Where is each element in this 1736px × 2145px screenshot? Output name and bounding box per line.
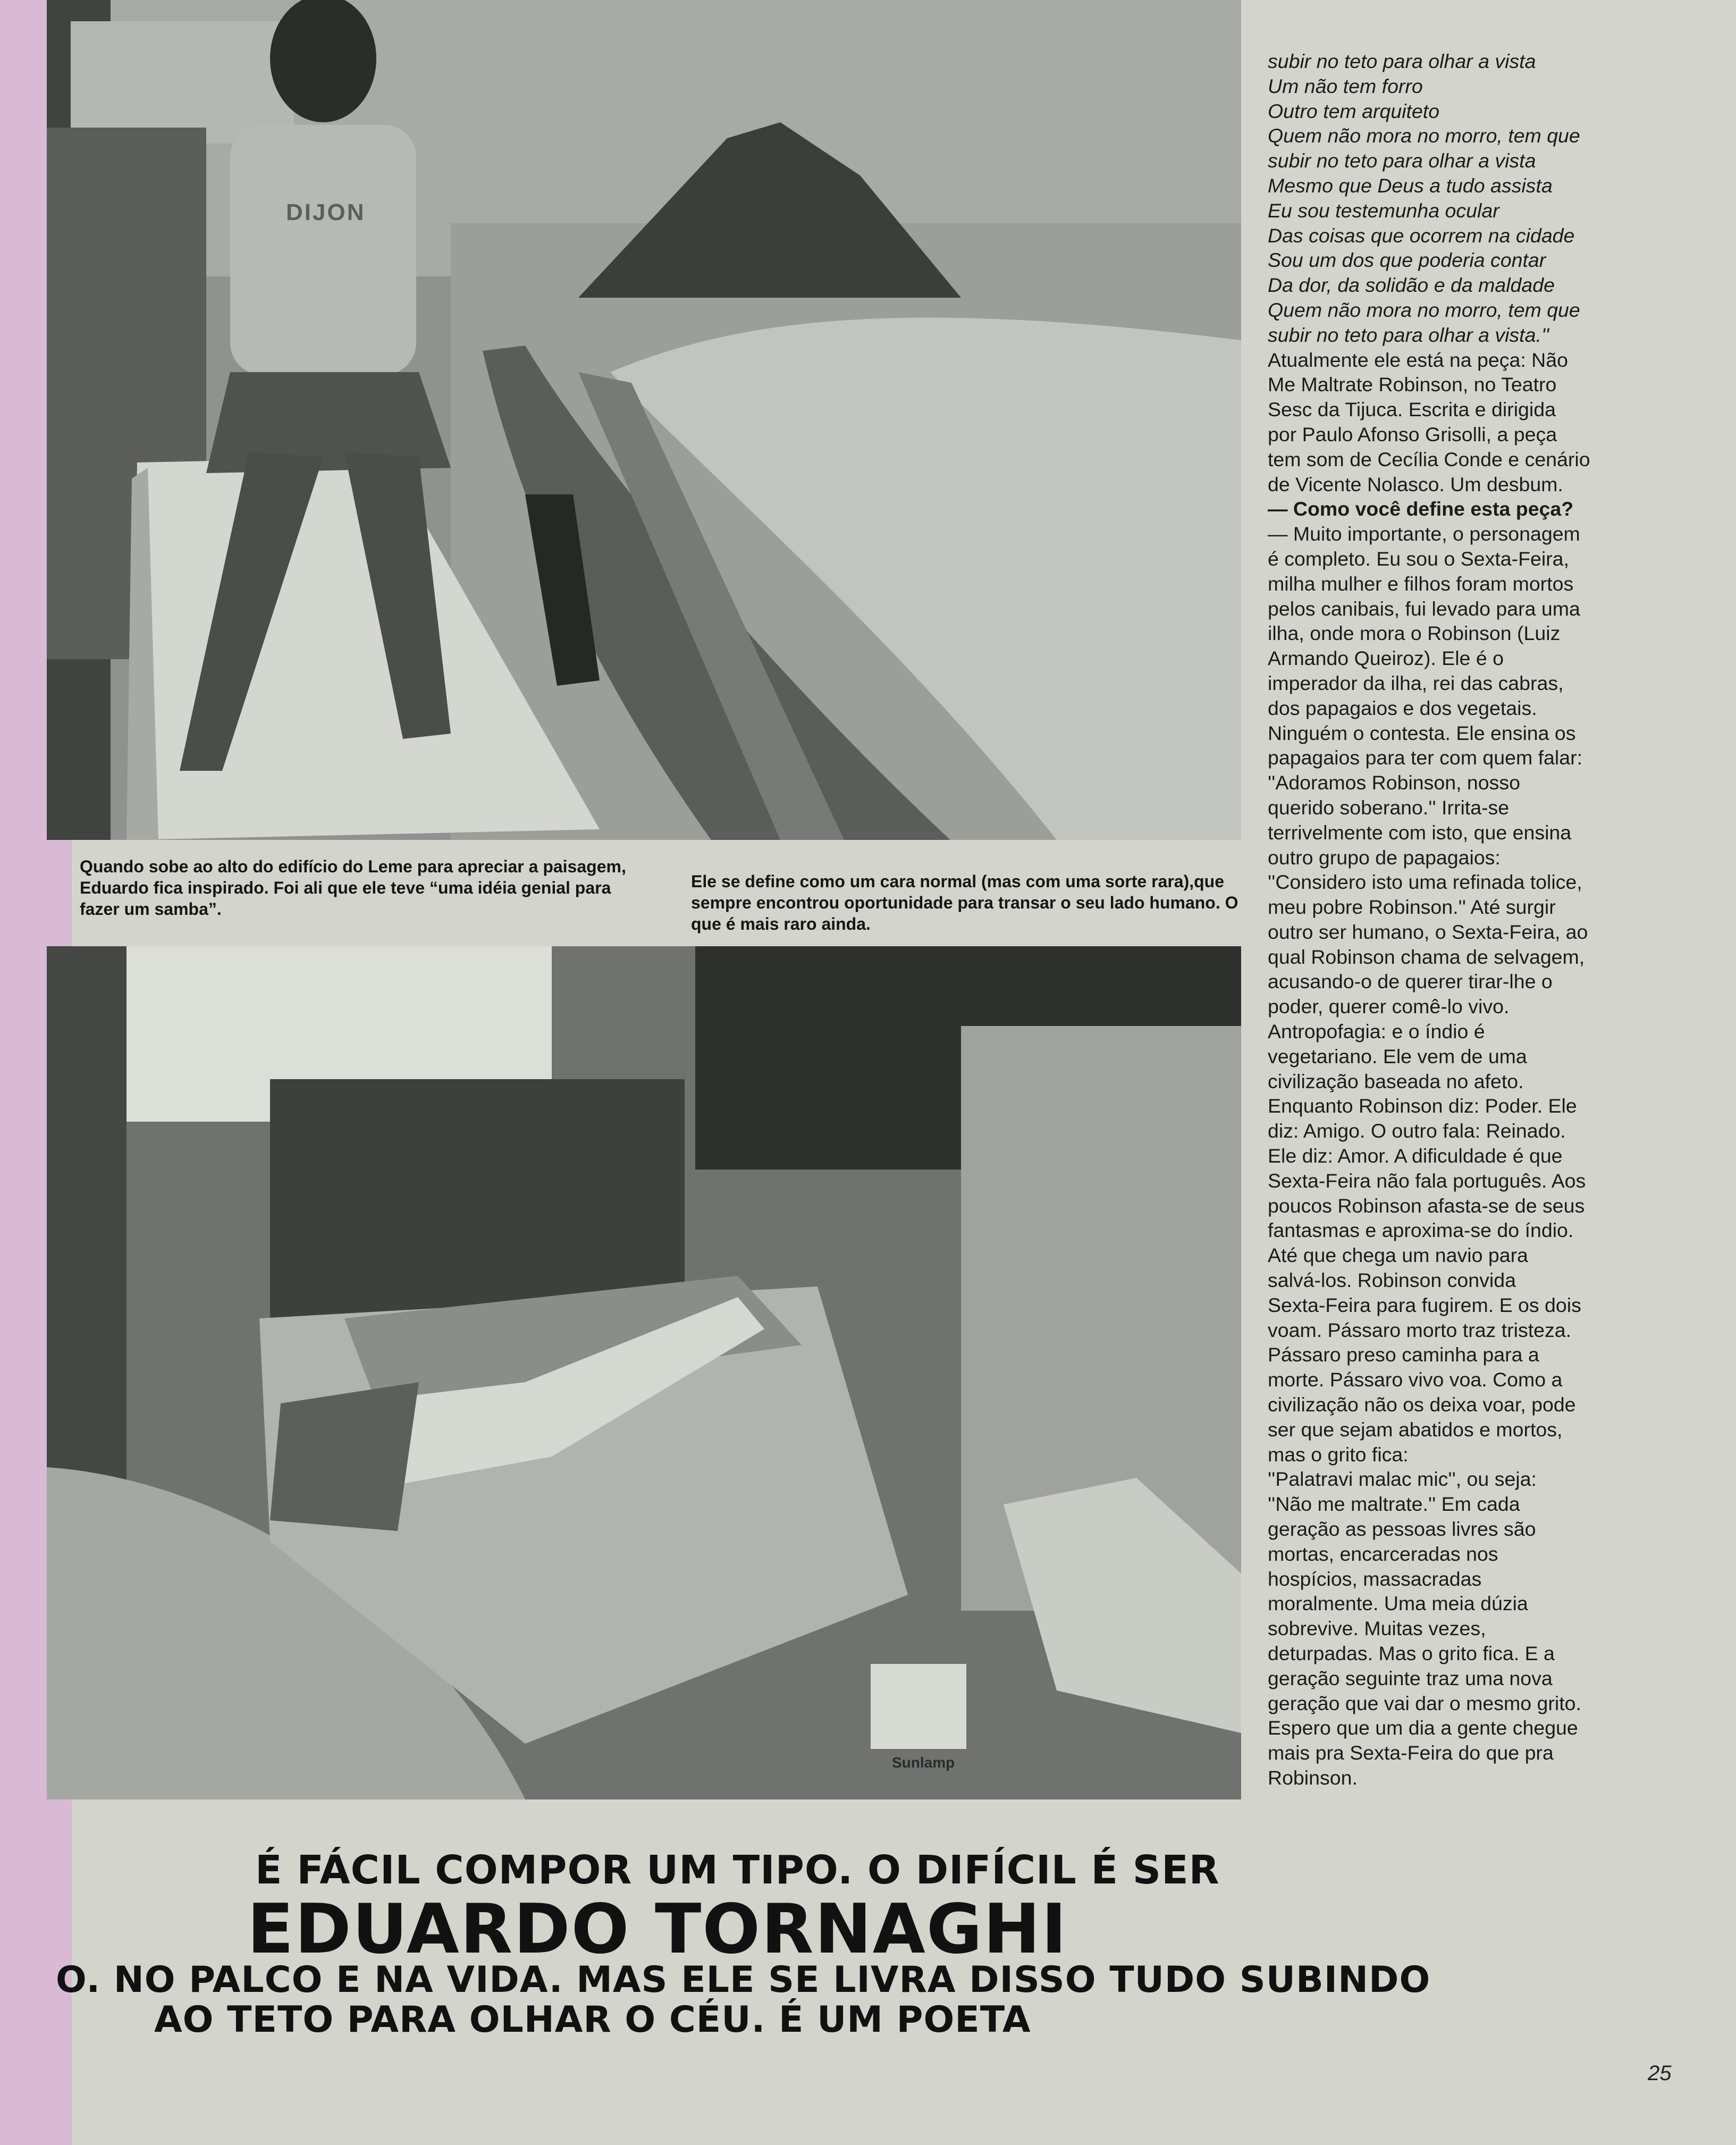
article-line: poucos Robinson afasta-se de seus <box>1268 1194 1585 1217</box>
article-line: pelos canibais, fui levado para uma <box>1268 597 1580 620</box>
sunlamp-box-label: Sunlamp <box>892 1754 955 1771</box>
headline-name: EDUARDO TORNAGHI <box>247 1890 1068 1969</box>
article-line: subir no teto para olhar a vista <box>1268 149 1536 172</box>
article-line: Armando Queiroz). Ele é o <box>1268 647 1504 670</box>
article-line: salvá-los. Robinson convida <box>1268 1269 1516 1292</box>
article-line: Quem não mora no morro, tem que <box>1268 298 1580 321</box>
article-line: Eu sou testemunha ocular <box>1268 199 1499 222</box>
article-line: geração as pessoas livres são <box>1268 1518 1536 1541</box>
article-line: tem som de Cecília Conde e cenário <box>1268 448 1590 470</box>
article-line: Sesc da Tijuca. Escrita e dirigida <box>1268 398 1556 421</box>
article-line: diz: Amigo. O outro fala: Reinado. <box>1268 1120 1566 1142</box>
headline-line-4: AO TETO PARA OLHAR O CÉU. É UM POETA <box>154 1999 1031 2041</box>
article-line: Sou um dos que poderia contar <box>1268 249 1546 272</box>
article-line: ser que sejam abatidos e mortos, <box>1268 1418 1563 1441</box>
interview-question: — Como você define esta peça? <box>1268 498 1574 520</box>
article-line: por Paulo Afonso Grisolli, a peça <box>1268 423 1557 445</box>
article-line: Sexta-Feira para fugirem. E os dois <box>1268 1293 1581 1316</box>
article-line: ''Não me maltrate.'' Em cada <box>1268 1493 1520 1516</box>
article-line: milha mulher e filhos foram mortos <box>1268 572 1574 595</box>
article-line: ''Adoramos Robinson, nosso <box>1268 771 1520 794</box>
article-line: Antropofagia: e o índio é <box>1268 1020 1485 1043</box>
article-line: Ninguém o contesta. Ele ensina os <box>1268 721 1576 744</box>
article-line: geração seguinte traz uma nova <box>1268 1667 1553 1689</box>
article-line: Ele diz: Amor. A dificuldade é que <box>1268 1145 1563 1167</box>
article-line: ''Palatravi malac mic'', ou seja: <box>1268 1468 1537 1491</box>
article-line: terrivelmente com isto, que ensina <box>1268 821 1572 844</box>
article-line: outro ser humano, o Sexta-Feira, ao <box>1268 920 1588 943</box>
article-line: civilização não os deixa voar, pode <box>1268 1393 1576 1416</box>
article-line: morte. Pássaro vivo voa. Como a <box>1268 1368 1563 1391</box>
article-line: acusando-o de querer tirar-lhe o <box>1268 970 1553 993</box>
bedroom-photo <box>47 946 1241 1799</box>
article-line: hospícios, massacradas <box>1268 1567 1482 1590</box>
article-line: papagaios para ter com quem falar: <box>1268 746 1582 769</box>
caption-rooftop: Quando sobe ao alto do edifício do Leme para apreciar a paisagem, Eduardo fica inspirado. Foi ali que ele teve “uma idéia genial para fazer um samba”. <box>80 857 626 919</box>
headline-line-1: É FÁCIL COMPOR UM TIPO. O DIFÍCIL É SER <box>255 1847 1220 1893</box>
article-line: fantasmas e aproxima-se do índio. <box>1268 1219 1574 1242</box>
article-line: moralmente. Uma meia dúzia <box>1268 1592 1528 1615</box>
article-line: ''Considero isto uma refinada tolice, <box>1268 871 1582 894</box>
article-line: Sexta-Feira não fala português. Aos <box>1268 1169 1586 1192</box>
rooftop-beach-photo <box>47 0 1241 840</box>
article-line: civilização baseada no afeto. <box>1268 1070 1524 1092</box>
article-line: Da dor, da solidão e da maldade <box>1268 274 1555 297</box>
article-line: Das coisas que ocorrem na cidade <box>1268 224 1575 247</box>
article-line: subir no teto para olhar a vista <box>1268 50 1536 72</box>
article-line: — Muito importante, o personagem <box>1268 523 1580 545</box>
tshirt-lettering: DIJON <box>286 199 366 225</box>
article-line: vegetariano. Ele vem de uma <box>1268 1045 1527 1067</box>
article-line: Robinson. <box>1268 1766 1358 1789</box>
article-line: Mesmo que Deus a tudo assista <box>1268 174 1553 197</box>
headline-line-3: O. NO PALCO E NA VIDA. MAS ELE SE LIVRA DISSO TUDO SUBINDO <box>56 1959 1431 2001</box>
article-line: dos papagaios e dos vegetais. <box>1268 696 1537 719</box>
article-line: mas o grito fica: <box>1268 1443 1409 1466</box>
article-line: Outro tem arquiteto <box>1268 99 1440 122</box>
article-line: Quem não mora no morro, tem que <box>1268 124 1580 147</box>
article-line: Atualmente ele está na peça: Não <box>1268 348 1568 371</box>
article-line: Enquanto Robinson diz: Poder. Ele <box>1268 1095 1577 1117</box>
article-line: imperador da ilha, rei das cabras, <box>1268 671 1564 694</box>
article-line: Um não tem forro <box>1268 74 1423 97</box>
article-line: deturpadas. Mas o grito fica. E a <box>1268 1642 1555 1664</box>
article-line: de Vicente Nolasco. Um desbum. <box>1268 473 1563 495</box>
article-line: mortas, encarceradas nos <box>1268 1542 1498 1565</box>
article-column <box>1268 49 1704 1790</box>
article-line: querido soberano.'' Irrita-se <box>1268 796 1510 819</box>
article-line: Até que chega um navio para <box>1268 1244 1528 1267</box>
article-line: Espero que um dia a gente chegue <box>1268 1717 1578 1739</box>
article-line: meu pobre Robinson.'' Até surgir <box>1268 896 1556 919</box>
article-line: sobrevive. Muitas vezes, <box>1268 1617 1486 1640</box>
article-line: ilha, onde mora o Robinson (Luiz <box>1268 622 1561 645</box>
article-line: é completo. Eu sou o Sexta-Feira, <box>1268 547 1569 570</box>
article-line: poder, querer comê-lo vivo. <box>1268 995 1510 1018</box>
article-line: Pássaro preso caminha para a <box>1268 1343 1539 1366</box>
article-line: voam. Pássaro morto traz tristeza. <box>1268 1318 1572 1341</box>
caption-bedroom: Ele se define como um cara normal (mas com uma sorte rara),que sempre encontrou oportunidade para transar o seu lado humano. O que é mais raro ainda. <box>691 872 1238 933</box>
article-line: geração que vai dar o mesmo grito. <box>1268 1692 1581 1714</box>
article-line: Me Maltrate Robinson, no Teatro <box>1268 373 1557 396</box>
page-number: 25 <box>1648 2062 1672 2085</box>
article-line: outro grupo de papagaios: <box>1268 846 1501 869</box>
article-line: mais pra Sexta-Feira do que pra <box>1268 1742 1554 1764</box>
article-line: qual Robinson chama de selvagem, <box>1268 945 1585 968</box>
article-line: subir no teto para olhar a vista.'' <box>1268 323 1549 346</box>
